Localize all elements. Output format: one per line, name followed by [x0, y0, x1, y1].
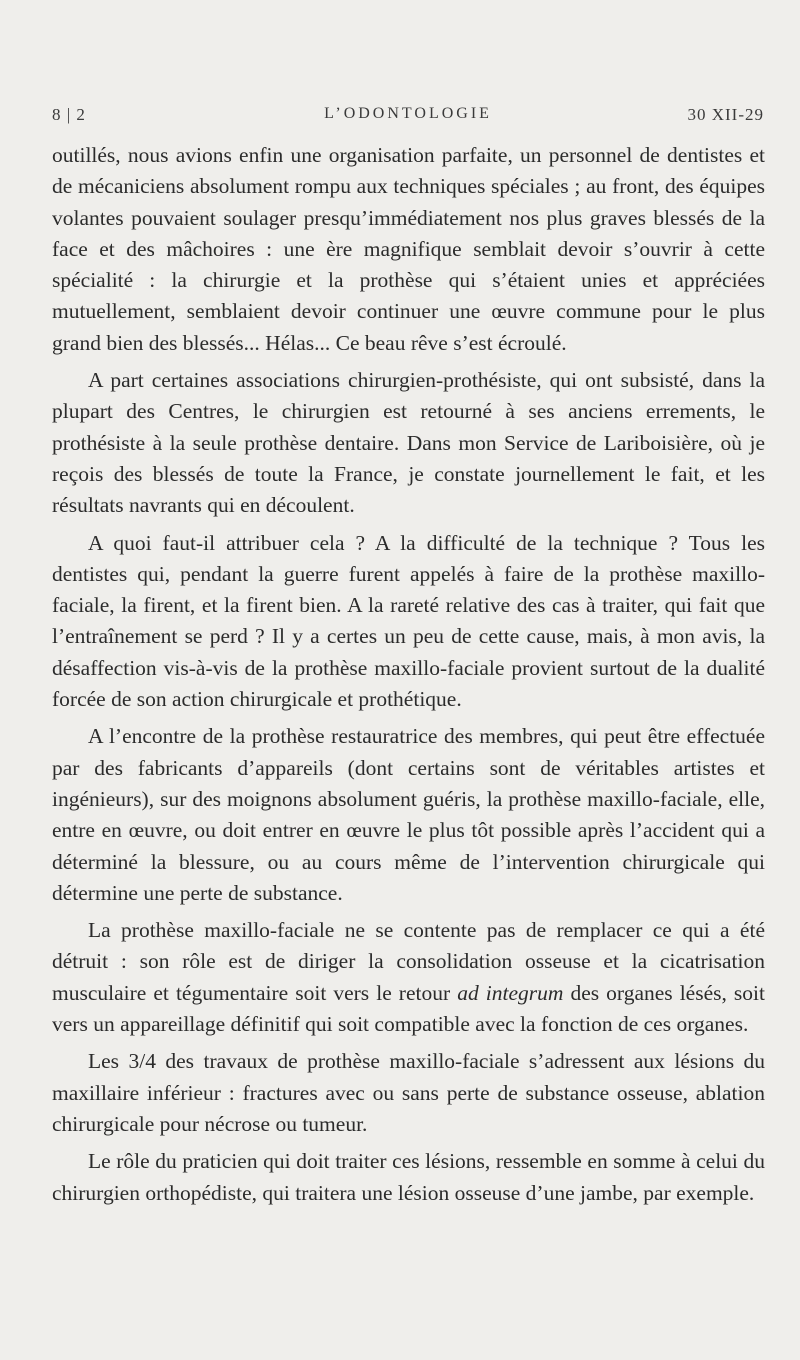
body-text	[52, 140, 765, 1215]
running-title: L’ODONTOLOGIE	[324, 105, 492, 122]
paragraph-7: Le rôle du praticien qui doit traiter ces lésions, ressemble en somme à celui du chirurgien orthopédiste, qui traitera une lésion osseuse d’une jambe, par exemple.	[52, 1149, 765, 1205]
paragraph-6: Les 3/4 des travaux de prothèse maxillo-faciale s’adressent aux lésions du maxillaire inférieur : fractures avec ou sans perte de substance osseuse, ablation chirurgicale pour nécrose ou tumeur.	[52, 1049, 765, 1136]
page-number: 8 | 2	[52, 105, 86, 124]
paragraph-4: A l’encontre de la prothèse restauratrice des membres, qui peut être effectuée par des fabricants d’appareils (dont certains sont de véritables artistes et ingénieurs), sur des moignons absolument guéris, la prothèse maxillo-faciale, elle, entre en œuvre, ou doit entrer en œuvre le plus tôt possible après l’accident qui a déterminé la blessure, ou au cours même de l’intervention chirurgicale qui détermine une perte de substance.	[52, 724, 765, 905]
paragraph-2: A part certaines associations chirurgien-prothésiste, qui ont subsisté, dans la plupart des Centres, le chirurgien est retourné à ses anciens errements, le prothésiste à la seule prothèse dentaire. Dans mon Service de Lariboisière, où je reçois des blessés de toute la France, je constate journellement le fait, et les résultats navrants qui en découlent.	[52, 368, 765, 518]
paragraph-1: outillés, nous avions enfin une organisation parfaite, un personnel de dentistes et de mécaniciens absolument rompu aux techniques spéciales ; au front, des équipes volantes pouvaient soulager presqu’immédiatement nos plus graves blessés de la face et des mâchoires : une ère magnifique semblait devoir s’ouvrir à cette spécialité : la chirurgie et la prothèse qui s’étaient unies et appréciées mutuellement, semblaient devoir continuer une œuvre commune pour le plus grand bien des blessés... Hélas... Ce beau rêve s’est écroulé.	[52, 143, 765, 355]
paragraph-5-start: La prothèse maxillo-faciale ne se contente pas de remplacer ce qui a été détruit : son rôle est de diriger la consolidation osseuse et la cicatrisation musculaire et tégumentaire soit vers le retour	[52, 918, 765, 1005]
paragraph-3: A quoi faut-il attribuer cela ? A la difficulté de la technique ? Tous les dentistes qui, pendant la guerre furent appelés à faire de la prothèse maxillo-faciale, la firent, et la firent bien. A la rareté relative des cas à traiter, qui fait que l’entraînement se perd ? Il y a certes un peu de cette cause, mais, à mon avis, la désaffection vis-à-vis de la prothèse maxillo-faciale provient surtout de la dualité forcée de son action chirurgicale et prothétique.	[52, 530, 765, 712]
paragraph-5	[52, 915, 765, 1040]
latin-phrase: ad integrum	[457, 980, 564, 1005]
paragraph-5-end: des organes lésés, soit vers un appareillage définitif qui soit compatible avec la fonction de ces organes.	[52, 980, 765, 1037]
page-header	[52, 105, 764, 135]
issue-date: 30 XII-29	[687, 105, 764, 124]
